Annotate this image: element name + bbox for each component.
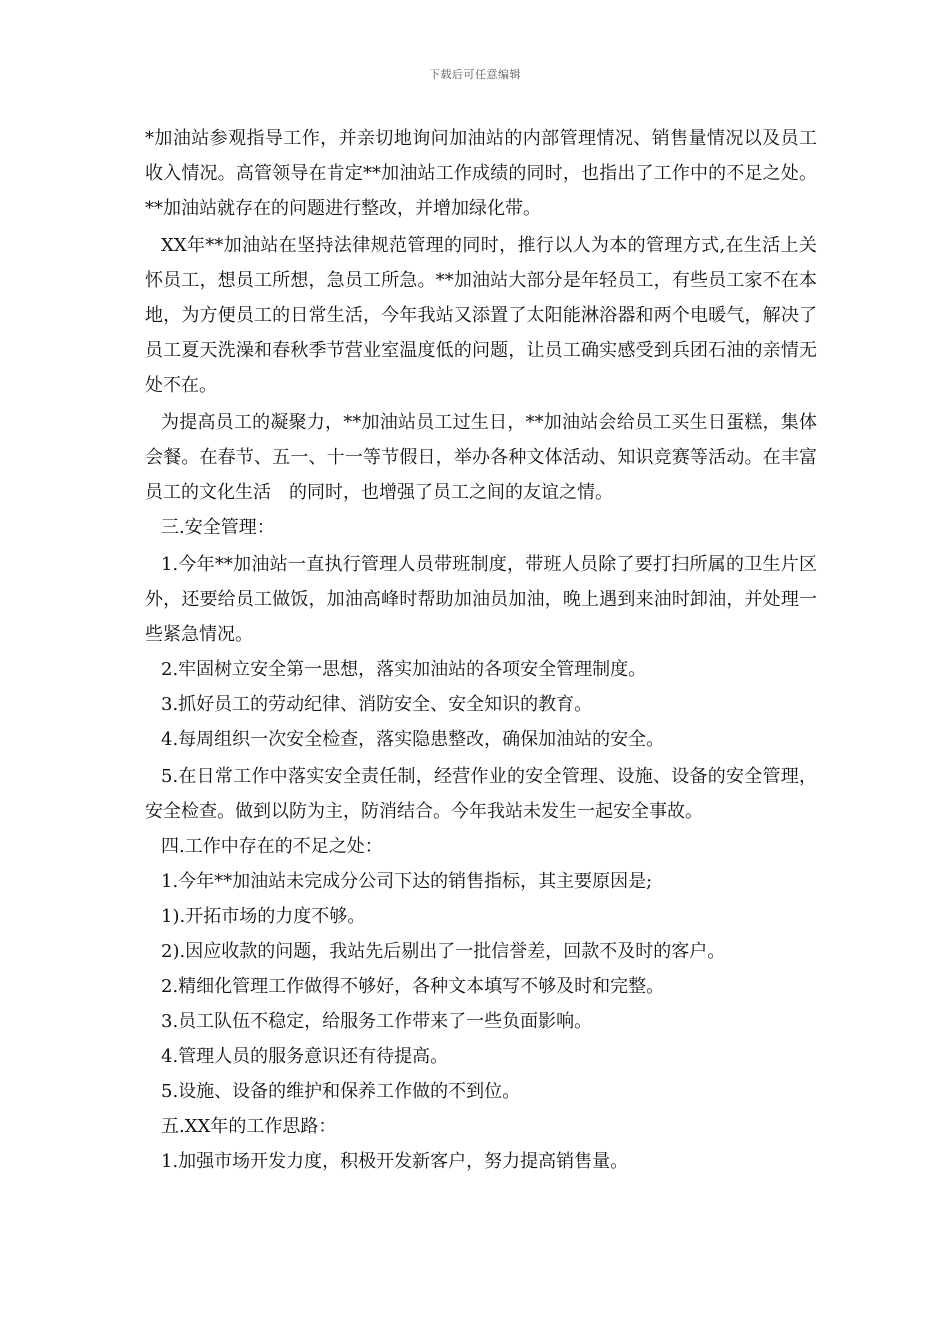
- shortcoming-item-1: 1.今年**加油站未完成分公司下达的销售指标，其主要原因是;: [161, 871, 653, 892]
- safety-item-3: 3.抓好员工的劳动纪律、消防安全、安全知识的教育。: [161, 694, 593, 715]
- shortcoming-item-4: 4.管理人员的服务意识还有待提高。: [161, 1046, 449, 1067]
- plan-item-1: 1.加强市场开发力度，积极开发新客户，努力提高销售量。: [161, 1151, 629, 1172]
- safety-item-2: 2.牢固树立安全第一思想，落实加油站的各项安全管理制度。: [161, 659, 647, 680]
- safety-item-5: 5.在日常工作中落实安全责任制，经营作业的安全管理、设施、设备的安全管理，安全检查。做到以防为主，防消结合。今年我站未发生一起安全事故。: [145, 766, 817, 822]
- paragraph-staff-care: XX年**加油站在坚持法律规范管理的同时，推行以人为本的管理方式,在生活上关怀员工，想员工所想，急员工所急。**加油站大部分是年轻员工，有些员工家不在本地，为方便员工的日常生活，今年我站又添置了太阳能淋浴器和两个电暖气，解决了员工夏天洗澡和春秋季节营业室温度低的问题，让员工确实感受到兵团石油的亲情无处不在。: [145, 235, 817, 396]
- safety-item-1: 1.今年**加油站一直执行管理人员带班制度，带班人员除了要打扫所属的卫生片区外，还要给员工做饭，加油高峰时帮助加油员加油，晚上遇到来油时卸油，并处理一些紧急情况。: [145, 554, 817, 645]
- shortcoming-item-2: 2.精细化管理工作做得不够好，各种文本填写不够及时和完整。: [161, 976, 665, 997]
- paragraph-intro-continuation: *加油站参观指导工作，并亲切地询问加油站的内部管理情况、销售量情况以及员工收入情况。高管领导在肯定**加油站工作成绩的同时，也指出了工作中的不足之处。**加油站就存在的问题进行整改，并增加绿化带。: [145, 128, 817, 219]
- paragraph-cohesion: 为提高员工的凝聚力，**加油站员工过生日，**加油站会给员工买生日蛋糕，集体会餐。在春节、五一、十一等节假日，举办各种文体活动、知识竞赛等活动。在丰富员工的文化生活 的同时，也增强了员工之间的友谊之情。: [145, 412, 817, 503]
- section-heading-plan: 五.XX年的工作思路：: [161, 1116, 337, 1137]
- page-header: 下载后可任意编辑: [429, 68, 521, 81]
- section-heading-safety: 三.安全管理：: [161, 517, 275, 538]
- shortcoming-item-5: 5.设施、设备的维护和保养工作做的不到位。: [161, 1081, 521, 1102]
- safety-item-4: 4.每周组织一次安全检查，落实隐患整改，确保加油站的安全。: [161, 729, 665, 750]
- shortcoming-subitem-2: 2).因应收款的问题，我站先后剔出了一批信誉差，回款不及时的客户。: [161, 941, 726, 962]
- shortcoming-item-3: 3.员工队伍不稳定，给服务工作带来了一些负面影响。: [161, 1011, 593, 1032]
- shortcoming-subitem-1: 1).开拓市场的力度不够。: [161, 906, 366, 927]
- section-heading-shortcomings: 四.工作中存在的不足之处：: [161, 836, 383, 857]
- document-body: [145, 121, 817, 1179]
